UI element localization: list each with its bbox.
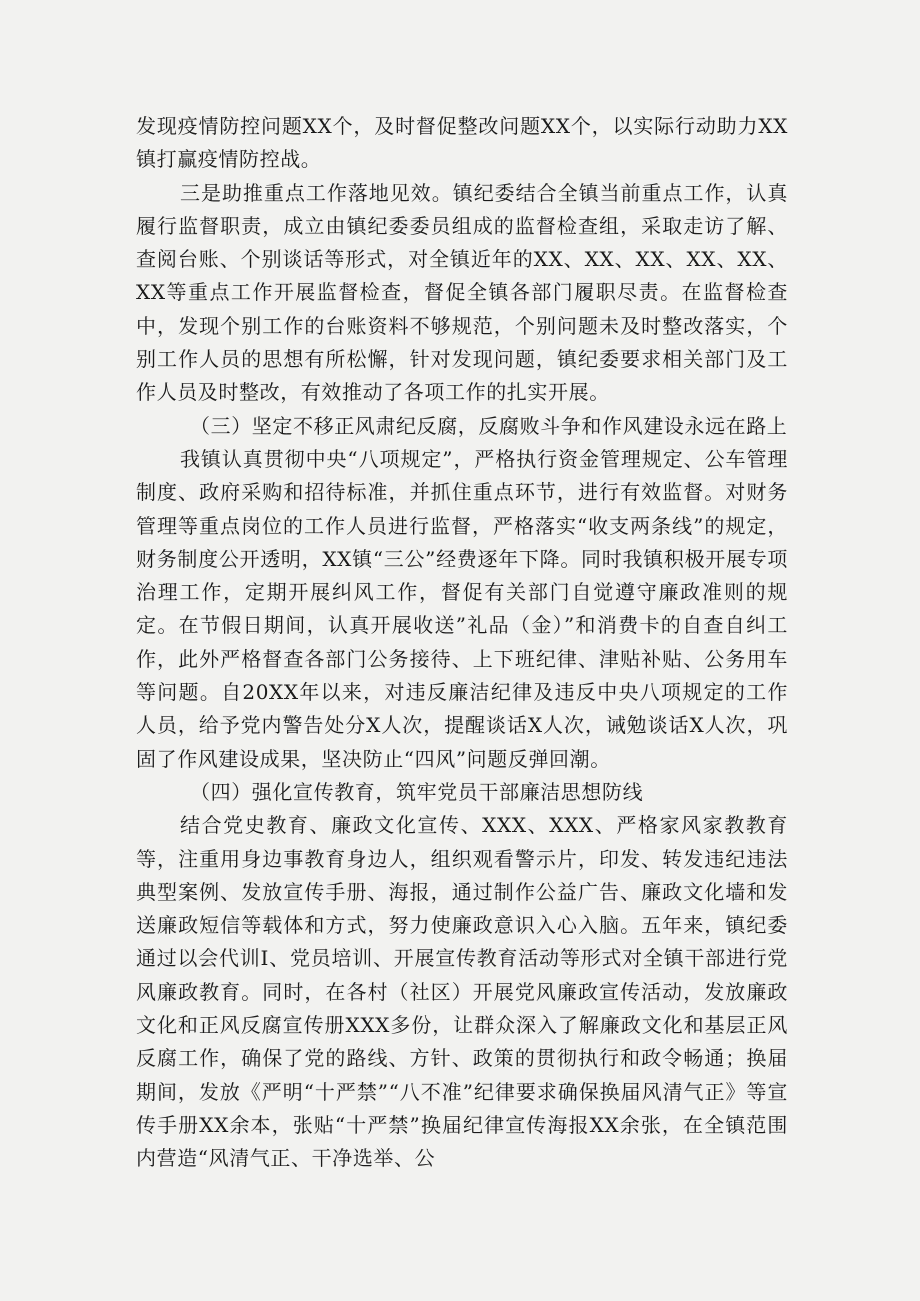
paragraph-continuation: 发现疫情防控问题XX个，及时督促整改问题XX个，以实际行动助力XX镇打赢疫情防控战。 xyxy=(136,114,788,172)
paragraph-publicity-education: 结合党史教育、廉政文化宣传、XXX、XXX、严格家风家教教育等，注重用身边事教育身边人，组织观看警示片，印发、转发违纪违法典型案例、发放宣传手册、海报，通过制作公益广告、廉政文化墙和发送廉政短信等载体和方式，努力使廉政意识入心入脑。五年来，镇纪委通过以会代训I、党员培训、开展宣传教育活动等形式对全镇干部进行党风廉政教育。同时，在各村（社区）开展党风廉政宣传活动，发放廉政文化和正风反腐宣传册XXX多份，让群众深入了解廉政文化和基层正风反腐工作，确保了党的路线、方针、政策的贯彻执行和政令畅通；换届期间，发放《严明“十严禁”“八不准”纪律要求确保换届风清气正》等宣传手册XX余本，张贴“十严禁”换届纪律宣传海报XX余张，在全镇范围内营造“风清气正、干净选举、公 xyxy=(136,813,788,1171)
paragraph-key-work-supervision: 三是助推重点工作落地见效。镇纪委结合全镇当前重点工作，认真履行监督职责，成立由镇纪委委员组成的监督检查组，采取走访了解、查阅台账、个别谈话等形式，对全镇近年的XX、XX、XX、XX、XX、XX等重点工作开展监督检查，督促全镇各部门履职尽责。在监督检查中，发现个别工作的台账资料不够规范，个别问题未及时整改落实，个别工作人员的思想有所松懈，针对发现问题，镇纪委要求相关部门及工作人员及时整改，有效推动了各项工作的扎实开展。 xyxy=(136,180,788,405)
section-heading-3: （三）坚定不移正风肃纪反腐，反腐败斗争和作风建设永远在路上 xyxy=(190,413,788,438)
document-body xyxy=(136,110,788,1176)
paragraph-eight-regulations: 我镇认真贯彻中央“八项规定”，严格执行资金管理规定、公车管理制度、政府采购和招待标准，并抓住重点环节，进行有效监督。对财务管理等重点岗位的工作人员进行监督，严格落实“收支两条线”的规定，财务制度公开透明，XX镇“三公”经费逐年下降。同时我镇积极开展专项治理工作，定期开展纠风工作，督促有关部门自觉遵守廉政准则的规定。在节假日期间，认真开展收送”礼品（金）”和消费卡的自查自纠工作，此外严格督查各部门公务接待、上下班纪律、津贴补贴、公务用车等问题。自20XX年以来，对违反廉洁纪律及违反中央八项规定的工作人员，给予党内警告处分X人次，提醒谈话X人次，诫勉谈话X人次，巩固了作风建设成果，坚决防止“四风”问题反弹回潮。 xyxy=(136,446,788,771)
section-heading-4: （四）强化宣传教育，筑牢党员干部廉洁思想防线 xyxy=(190,779,644,804)
